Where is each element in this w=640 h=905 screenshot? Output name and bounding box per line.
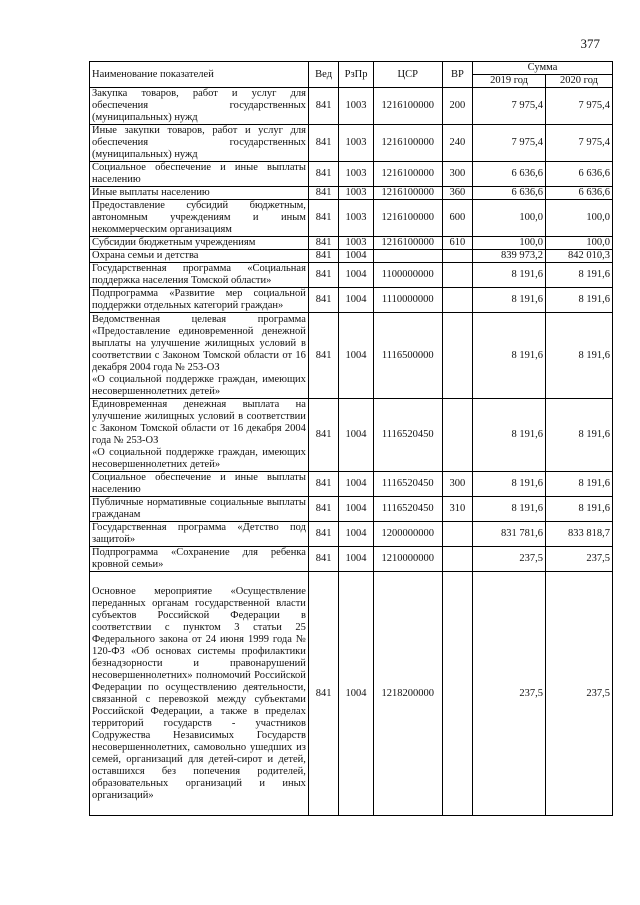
header-csr: ЦСР [373,62,442,88]
row-rzpr: 1004 [339,288,373,313]
row-vr [442,313,472,399]
table-row [90,187,613,200]
row-csr: 1116500000 [373,313,442,399]
header-year-2020: 2020 год [546,75,613,88]
table-row [90,125,613,162]
header-name: Наименование показателей [90,62,309,88]
row-sum-2020: 237,5 [546,572,613,816]
row-rzpr: 1004 [339,399,373,472]
row-vr [442,263,472,288]
row-sum-2019: 237,5 [473,572,546,816]
row-sum-2020: 8 191,6 [546,313,613,399]
row-ved: 841 [308,288,338,313]
row-rzpr: 1003 [339,237,373,250]
row-vr [442,288,472,313]
row-sum-2020: 100,0 [546,237,613,250]
table-row [90,288,613,313]
row-sum-2019: 8 191,6 [473,399,546,472]
row-rzpr: 1004 [339,250,373,263]
budget-table [89,61,613,816]
row-rzpr: 1003 [339,200,373,237]
page-number: 377 [580,36,600,51]
row-rzpr: 1004 [339,547,373,572]
row-name: Единовременная денежная выплата на улучшение жилищных условий в соответствии с Законом Томской области от 16 декабря 2004 года № 253-ОЗ «О социальной поддержке граждан, имеющих несовершеннолетних детей» [90,399,309,472]
header-rzpr: РзПр [339,62,373,88]
row-sum-2020: 842 010,3 [546,250,613,263]
row-name: Социальное обеспечение и иные выплаты населению [90,162,309,187]
row-csr: 1116520450 [373,497,442,522]
row-name: Охрана семьи и детства [90,250,309,263]
row-csr: 1210000000 [373,547,442,572]
row-sum-2019: 7 975,4 [473,125,546,162]
row-sum-2020: 6 636,6 [546,187,613,200]
row-vr [442,547,472,572]
row-sum-2019: 237,5 [473,547,546,572]
row-vr: 310 [442,497,472,522]
row-name: Основное мероприятие «Осуществление переданных органам государственной власти субъектов Российской Федерации в соответствии с пунктом 3 статьи 25 Федерального закона от 24 июня 1999 года № 120-ФЗ «Об основах системы профилактики безнадзорности и правонарушений несовершеннолетних» полномочий Российской Федерации по осуществлению деятельности, связанной с перевозкой между субъектами Российской Федерации, а также в пределах территорий государств - участников Содружества Независимых Государств несовершеннолетних, самовольно ушедших из семей, организаций для детей-сирот и детей, оставшихся без попечения родителей, образовательных организаций и иных организаций» [90,572,309,816]
row-csr: 1216100000 [373,125,442,162]
table-row [90,472,613,497]
table-row [90,237,613,250]
row-vr [442,250,472,263]
row-ved: 841 [308,162,338,187]
row-rzpr: 1003 [339,187,373,200]
row-csr: 1116520450 [373,472,442,497]
row-sum-2020: 8 191,6 [546,399,613,472]
row-vr: 300 [442,162,472,187]
row-sum-2019: 8 191,6 [473,288,546,313]
row-name: Иные выплаты населению [90,187,309,200]
row-sum-2020: 7 975,4 [546,125,613,162]
table-row [90,200,613,237]
row-ved: 841 [308,250,338,263]
row-ved: 841 [308,572,338,816]
row-sum-2020: 8 191,6 [546,497,613,522]
header-year-2019: 2019 год [473,75,546,88]
row-name: Государственная программа «Социальная поддержка населения Томской области» [90,263,309,288]
row-sum-2019: 100,0 [473,237,546,250]
row-csr: 1216100000 [373,187,442,200]
header-ved: Вед [308,62,338,88]
row-name: Подпрограмма «Сохранение для ребенка кровной семьи» [90,547,309,572]
row-sum-2019: 8 191,6 [473,497,546,522]
row-name: Государственная программа «Детство под защитой» [90,522,309,547]
row-sum-2019: 100,0 [473,200,546,237]
row-vr [442,522,472,547]
row-name: Закупка товаров, работ и услуг для обеспечения государственных (муниципальных) нужд [90,88,309,125]
row-ved: 841 [308,88,338,125]
row-rzpr: 1004 [339,497,373,522]
row-vr: 300 [442,472,472,497]
row-vr: 240 [442,125,472,162]
row-name: Предоставление субсидий бюджетным, автономным учреждениям и иным некоммерческим организациям [90,200,309,237]
row-name: Ведомственная целевая программа «Предоставление единовременной денежной выплаты на улучшение жилищных условий в соответствии с Законом Томской области от 16 декабря 2004 года № 253-ОЗ «О социальной поддержке граждан, имеющих несовершеннолетних детей» [90,313,309,399]
row-csr: 1216100000 [373,88,442,125]
row-ved: 841 [308,200,338,237]
row-name: Социальное обеспечение и иные выплаты населению [90,472,309,497]
row-csr: 1216100000 [373,162,442,187]
row-rzpr: 1003 [339,162,373,187]
row-rzpr: 1004 [339,313,373,399]
table-row [90,88,613,125]
row-csr: 1216100000 [373,200,442,237]
row-vr [442,399,472,472]
row-csr: 1110000000 [373,288,442,313]
row-vr: 360 [442,187,472,200]
row-sum-2019: 8 191,6 [473,313,546,399]
row-ved: 841 [308,399,338,472]
row-rzpr: 1003 [339,88,373,125]
row-sum-2019: 7 975,4 [473,88,546,125]
row-rzpr: 1004 [339,263,373,288]
row-sum-2019: 6 636,6 [473,162,546,187]
row-sum-2020: 100,0 [546,200,613,237]
row-name: Подпрограмма «Развитие мер социальной поддержки отдельных категорий граждан» [90,288,309,313]
row-sum-2020: 8 191,6 [546,288,613,313]
row-name: Иные закупки товаров, работ и услуг для обеспечения государственных (муниципальных) нужд [90,125,309,162]
row-sum-2020: 7 975,4 [546,88,613,125]
row-ved: 841 [308,313,338,399]
header-vr: ВР [442,62,472,88]
row-ved: 841 [308,522,338,547]
row-sum-2019: 8 191,6 [473,263,546,288]
table-row [90,162,613,187]
row-csr: 1200000000 [373,522,442,547]
row-ved: 841 [308,125,338,162]
row-vr: 610 [442,237,472,250]
table-row [90,572,613,816]
table-row [90,497,613,522]
table-row [90,547,613,572]
row-ved: 841 [308,237,338,250]
row-csr [373,250,442,263]
row-csr: 1218200000 [373,572,442,816]
row-csr: 1216100000 [373,237,442,250]
row-sum-2019: 8 191,6 [473,472,546,497]
header-sum: Сумма [473,62,613,75]
row-sum-2019: 839 973,2 [473,250,546,263]
row-sum-2019: 6 636,6 [473,187,546,200]
row-rzpr: 1004 [339,572,373,816]
row-sum-2020: 833 818,7 [546,522,613,547]
table-row [90,313,613,399]
row-name: Субсидии бюджетным учреждениям [90,237,309,250]
row-sum-2020: 6 636,6 [546,162,613,187]
table-row [90,399,613,472]
row-rzpr: 1004 [339,522,373,547]
row-rzpr: 1003 [339,125,373,162]
row-ved: 841 [308,187,338,200]
row-csr: 1100000000 [373,263,442,288]
row-name: Публичные нормативные социальные выплаты гражданам [90,497,309,522]
row-ved: 841 [308,547,338,572]
row-vr: 200 [442,88,472,125]
row-csr: 1116520450 [373,399,442,472]
row-sum-2019: 831 781,6 [473,522,546,547]
row-ved: 841 [308,472,338,497]
row-vr: 600 [442,200,472,237]
row-ved: 841 [308,497,338,522]
row-vr [442,572,472,816]
table-row [90,263,613,288]
row-sum-2020: 8 191,6 [546,472,613,497]
row-rzpr: 1004 [339,472,373,497]
row-sum-2020: 8 191,6 [546,263,613,288]
row-sum-2020: 237,5 [546,547,613,572]
row-ved: 841 [308,263,338,288]
table-row [90,250,613,263]
table-row [90,522,613,547]
